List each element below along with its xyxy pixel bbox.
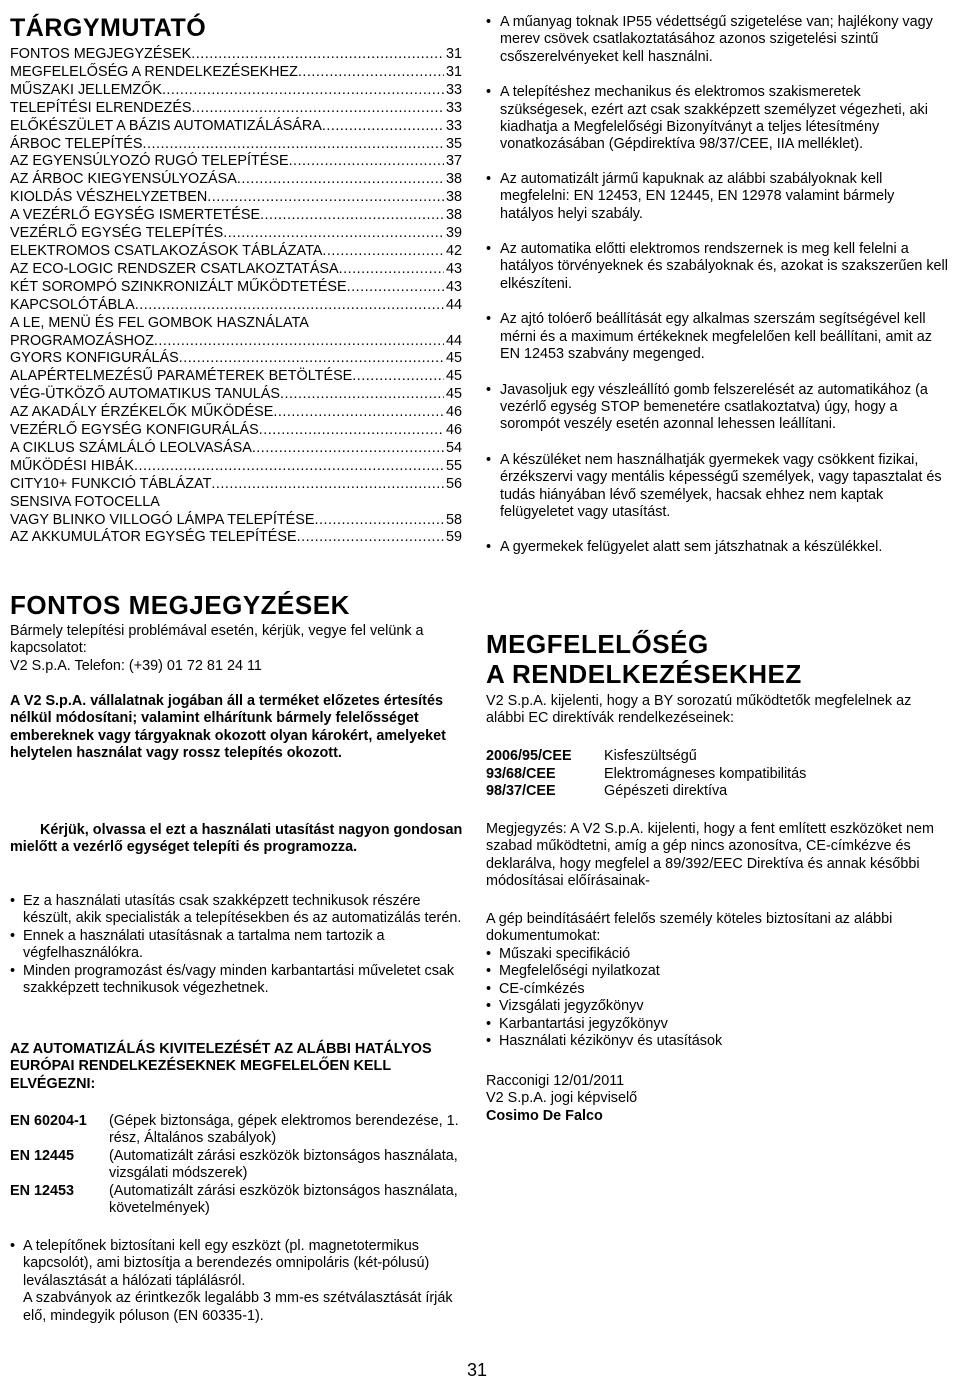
place-date: Racconigi 12/01/2011 [486,1073,625,1089]
toc-page-number: 38 [445,171,462,188]
toc-page-number: 45 [445,368,462,385]
toc-entry-title: A CIKLUS SZÁMLÁLÓ LEOLVASÁSA [10,439,252,456]
list-item: • Ennek a használati utasításnak a tartalma nem tartozik a végfelhasználókra. [10,928,465,963]
list-item: • Az ajtó tolóerő beállítását egy alkalmas szerszám segítségével kell mérni és a maximum értékeknek megfelelően kell beállítani, amit az EN 12453 szabvány megenged. [486,311,948,363]
toc-entry-title: VÉG-ÜTKÖZŐ AUTOMATIKUS TANULÁS [10,386,280,403]
toc-entry[interactable] [10,189,462,207]
toc-entry-title: MEGFELELŐSÉG A RENDELKEZÉSEKHEZ [10,63,298,80]
toc-entry[interactable] [10,225,462,243]
toc-entry-title: CITY10+ FUNKCIÓ TÁBLÁZAT [10,475,212,492]
toc-entry[interactable] [10,153,462,171]
automation-heading: AZ AUTOMATIZÁLÁS KIVITELEZÉSÉT AZ ALÁBBI HATÁLYOS EURÓPAI RENDELKEZÉSEKNEK MEGFELELŐEN KELL ELVÉGEZNI: [10,1041,432,1092]
list-item: • Megfelelőségi nyilatkozat [486,963,948,980]
toc-page-number: 45 [445,350,462,367]
toc-page-number: 39 [445,225,462,242]
page-number: 31 [467,1360,488,1380]
safety-bullet-list [486,14,948,573]
toc-dot-leader [135,297,444,315]
responsible-text: A gép beindításáért felelős személy köteles biztosítani az alábbi dokumentumokat: [486,911,893,945]
contact-text: Bármely telepítési problémával esetén, kérjük, vegye fel velünk a kapcsolatot: [10,623,424,657]
toc-dot-leader [352,368,444,386]
toc-dot-leader [273,404,444,422]
standard-desc: (Gépek biztonsága, gépek elektromos berendezése, 1. rész, Általános szabályok) [109,1113,459,1147]
directive-desc: Kisfeszültségű [604,748,697,764]
toc-dot-leader [154,333,444,351]
toc-entry[interactable] [10,82,462,100]
toc-entry[interactable] [10,171,462,189]
toc-page-number: 43 [445,278,462,295]
toc-entry[interactable] [10,46,462,64]
toc-entry-title: AZ AKKUMULÁTOR EGYSÉG TELEPÍTÉSE [10,529,297,546]
toc-entry-title: MŰKÖDÉSI HIBÁK [10,457,134,474]
directive-code: 2006/95/CEE [486,748,572,764]
toc-dot-leader [260,207,444,225]
toc-entry-title: VEZÉRLŐ EGYSÉG TELEPÍTÉS [10,225,224,242]
table-row [486,748,806,766]
toc-dot-leader [162,82,444,100]
toc-entry-title: A VEZÉRLŐ EGYSÉG ISMERTETÉSE [10,207,261,224]
toc-entry-title: SENSIVA FOTOCELLA [10,493,160,510]
list-item: • A műanyag toknak IP55 védettségű szigetelése van; hajlékony vagy merev csövek csatlakoztatásához azonos szigetelési szintű csőszerelvényeket kell használni. [486,14,948,66]
list-item: • Műszaki specifikáció [486,946,948,963]
list-item: • A készüléket nem használhatják gyermekek vagy csökkent fizikai, érzékszervi vagy mentális képességű személyek, vagy tapasztalat és tudás hiányában lévő személyek, hacsak ehhez nem kaptak felügyeletet vagy utasítást. [486,452,948,522]
toc-entry-title: KIOLDÁS VÉSZHELYZETBEN [10,189,208,206]
toc-page-number: 59 [445,529,462,546]
toc-page-number: 35 [445,135,462,152]
toc-page-number: 31 [445,46,462,62]
toc-entry[interactable] [10,476,462,494]
toc-entry[interactable] [10,100,462,118]
directive-code: 98/37/CEE [486,783,556,800]
list-item: • Az automatizált jármű kapuknak az alábbi szabályoknak kell megfelelni: EN 12453, EN 12445, EN 12978 valamint bármely hatályos helyi szabály. [486,171,948,223]
toc-entry-title: VEZÉRLŐ EGYSÉG KONFIGURÁLÁS [10,422,259,439]
section-title-line-1: MEGFELELŐSÉG [486,629,709,659]
section-title-fontos: FONTOS MEGJEGYZÉSEK [10,590,350,620]
toc-entry[interactable] [10,297,462,315]
toc-entry-title: KAPCSOLÓTÁBLA [10,296,135,313]
toc-entry[interactable] [10,207,462,225]
toc-entry[interactable] [10,261,462,279]
toc-entry[interactable] [10,136,462,154]
list-item: • A gyermekek felügyelet alatt sem játszhatnak a készülékkel. [486,539,948,556]
toc-dot-leader [252,440,444,458]
signer-name: Cosimo De Falco [486,1108,603,1124]
representative: V2 S.p.A. jogi képviselő [486,1090,638,1106]
toc-entry-title: AZ ECO-LOGIC RENDSZER CSATLAKOZTATÁSA [10,260,339,277]
list-item: • Minden programozást és/vagy minden karbantartási műveletet csak szakképzett technikusok végezhetnek. [10,963,465,998]
table-row [10,1148,465,1183]
standards-table [10,1113,465,1217]
toc-page-number: 46 [445,404,462,421]
toc-entry[interactable] [10,512,462,530]
installer-bullet-text-2: A szabványok az érintkezők legalább 3 mm-es szétválasztását írják elő, mindegyik póluson (EN 60335-1). [23,1290,453,1324]
list-item: • Használati kézikönyv és utasítások [486,1033,948,1050]
toc-entry-title: ELŐKÉSZÜLET A BÁZIS AUTOMATIZÁLÁSÁRA [10,117,322,134]
list-item [10,1238,465,1325]
toc-dot-leader [314,512,444,530]
standard-code: EN 12445 [10,1147,75,1164]
directives-table [486,748,806,801]
toc-entry-title: MŰSZAKI JELLEMZŐK [10,81,162,98]
toc-dot-leader [297,529,444,547]
toc-dot-leader [207,189,444,207]
left-column [10,0,462,1390]
toc-dot-leader [179,350,444,368]
toc-dot-leader [134,458,444,476]
toc-entry[interactable] [10,279,462,297]
toc-page-number: 43 [445,260,462,277]
list-item: • Vizsgálati jegyzőkönyv [486,998,948,1015]
declaration-text: V2 S.p.A. kijelenti, hogy a BY sorozatú működtetők megfelelnek az alábbi EC direktívák rendelkezéseinek: [486,693,912,727]
toc-page-number: 54 [445,439,462,456]
toc-page-number: 37 [445,153,462,170]
toc-entry-title: ELEKTROMOS CSATLAKOZÁSOK TÁBLÁZATA [10,242,323,259]
toc-dot-leader [322,118,444,136]
standard-code: EN 60204-1 [10,1113,87,1129]
toc-dot-leader [280,386,444,404]
directive-code: 93/68/CEE [486,765,556,782]
toc-entry-title: KÉT SOROMPÓ SZINKRONIZÁLT MŰKÖDTETÉSE [10,278,347,295]
toc-entry[interactable] [10,350,462,368]
table-row [10,1183,465,1218]
toc-entry-title: GYORS KONFIGURÁLÁS [10,350,179,367]
list-item: • A telepítéshez mechanikus és elektromos szakismeretek szükségesek, ezért azt csak szakképzett személyzet végezheti, aki kiadhatja a Megfelelőségi Bizonyítványt a teljes létesítmény vonatkozásában (Gépdirektíva 98/37/CEE, IIA melléklet). [486,84,948,154]
toc-page-number: 46 [445,422,462,439]
please-read-text: Kérjük, olvassa el ezt a használati utasítást nagyon gondosan mielőtt a vezérlő egységet telepíti és programozza. [10,822,463,856]
toc-dot-leader [322,243,444,261]
phone-text: V2 S.p.A. Telefon: (+39) 01 72 81 24 11 [10,658,262,674]
fontos-bullet-list [10,893,465,997]
toc-entry[interactable] [10,529,462,547]
toc-dot-leader [339,261,444,279]
toc-dot-leader [237,171,444,189]
toc-entry[interactable] [10,333,462,351]
toc-entry-title: ALAPÉRTELMEZÉSŰ PARAMÉTEREK BETÖLTÉSE [10,368,353,385]
toc-entry[interactable] [10,64,462,82]
toc-entry-title: PROGRAMOZÁSHOZ [10,332,154,349]
right-column [486,0,948,1390]
disclaimer-text: A V2 S.p.A. vállalatnak jogában áll a terméket előzetes értesítés nélkül módosítani; valamint elhárítunk bármely felelősséget embereknek vagy tárgyaknak okozott olyan károkért, amelyeket helytelen használat vagy rossz telepítés okozott. [10,693,446,762]
toc-entry-title: A LE, MENÜ ÉS FEL GOMBOK HASZNÁLATA [10,314,309,331]
toc-dot-leader [211,476,444,494]
toc-page-number: 58 [445,511,462,528]
toc-dot-leader [191,46,444,64]
toc-page-number: 45 [445,386,462,403]
toc-dot-leader [143,136,444,154]
toc-entry-title: AZ AKADÁLY ÉRZÉKELŐK MŰKÖDÉSE [10,404,274,421]
table-row [486,766,806,784]
toc-entry[interactable] [10,243,462,261]
toc-page-number: 33 [445,117,462,134]
table-row [10,1113,465,1148]
toc-entry-title: TELEPÍTÉSI ELRENDEZÉS [10,99,192,116]
toc-title: TÁRGYMUTATÓ [10,14,207,42]
toc-page-number: 33 [445,81,462,98]
list-item: • Az automatika előtti elektromos rendszernek is meg kell felelni a hatályos törvényeknek és szabályoknak és, azokat is szakszerűen kell elkészíteni. [486,241,948,293]
toc-entry[interactable] [10,494,462,512]
table-row [486,783,806,801]
standard-code: EN 12453 [10,1182,75,1199]
toc-page-number: 31 [445,63,462,80]
toc-entry[interactable] [10,368,462,386]
list-item: • Ez a használati utasítás csak szakképzett technikusok részére készült, akik specialisták a telepítésekben és az automatizálás terén. [10,893,465,928]
toc-dot-leader [223,225,444,243]
toc-entry-title: VAGY BLINKO VILLOGÓ LÁMPA TELEPÍTÉSE [10,511,315,528]
standard-desc: (Automatizált zárási eszközök biztonságos használata, vizsgálati módszerek) [109,1147,458,1182]
standard-desc: (Automatizált zárási eszközök biztonságos használata, követelmények) [109,1182,458,1217]
toc-entry-title: ÁRBOC TELEPÍTÉS [10,135,143,152]
toc-page-number: 38 [445,189,462,206]
toc-page-number: 55 [445,457,462,474]
toc-dot-leader [347,279,444,297]
toc-entry[interactable] [10,404,462,422]
list-item: • Karbantartási jegyzőkönyv [486,1016,948,1033]
toc-page-number: 56 [445,475,462,492]
toc-entry[interactable] [10,440,462,458]
directive-desc: Gépészeti direktíva [604,783,728,800]
toc-dot-leader [298,64,444,82]
installer-bullet-list [10,1238,465,1325]
toc-page-number: 33 [445,99,462,116]
toc-entry-title: FONTOS MEGJEGYZÉSEK [10,46,192,62]
toc-dot-leader [259,422,444,440]
toc-entry[interactable] [10,458,462,476]
toc-dot-leader [289,153,444,171]
toc-page-number: 38 [445,207,462,224]
installer-bullet-text: A telepítőnek biztosítani kell egy eszközt (pl. magnetotermikus kapcsolót), ami biztosítja a berendezés omnipoláris (két-pólusú) leválasztását a hálózati táplálásról. [23,1238,430,1289]
toc-page-number: 42 [445,242,462,259]
toc-entry-title: AZ ÁRBOC KIEGYENSÚLYOZÁSA [10,171,237,188]
toc-entry-title: AZ EGYENSÚLYOZÓ RUGÓ TELEPÍTÉSE [10,153,289,170]
list-item: • CE-címkézés [486,981,948,998]
toc-entry[interactable] [10,386,462,404]
toc-entry[interactable] [10,118,462,136]
toc-entry[interactable] [10,422,462,440]
directive-desc: Elektromágneses kompatibilitás [604,765,807,782]
list-item: • Javasoljuk egy vészleállító gomb felszerelését az automatikához (a vezérlő egység STOP bemenetére csatlakoztatva) úgy, hogy a sorompót veszély esetén azonnal lehessen leállítani. [486,382,948,434]
toc-entry[interactable] [10,315,462,333]
documents-list [486,946,948,1050]
toc-page-number: 44 [445,296,462,313]
section-title-megfeleloseg [486,629,802,689]
note-text: Megjegyzés: A V2 S.p.A. kijelenti, hogy a fent említett eszközöket nem szabad működtetni, amíg a gép nincs azonosítva, CE-címkézve és deklarálva, hogy megfelel a 89/392/EEC Direktíva és annak későbbi módosításai előírásainak- [486,821,934,890]
table-of-contents [10,46,462,547]
toc-page-number: 44 [445,332,462,349]
section-title-line-2: A RENDELKEZÉSEKHEZ [486,659,802,689]
toc-dot-leader [192,100,444,118]
